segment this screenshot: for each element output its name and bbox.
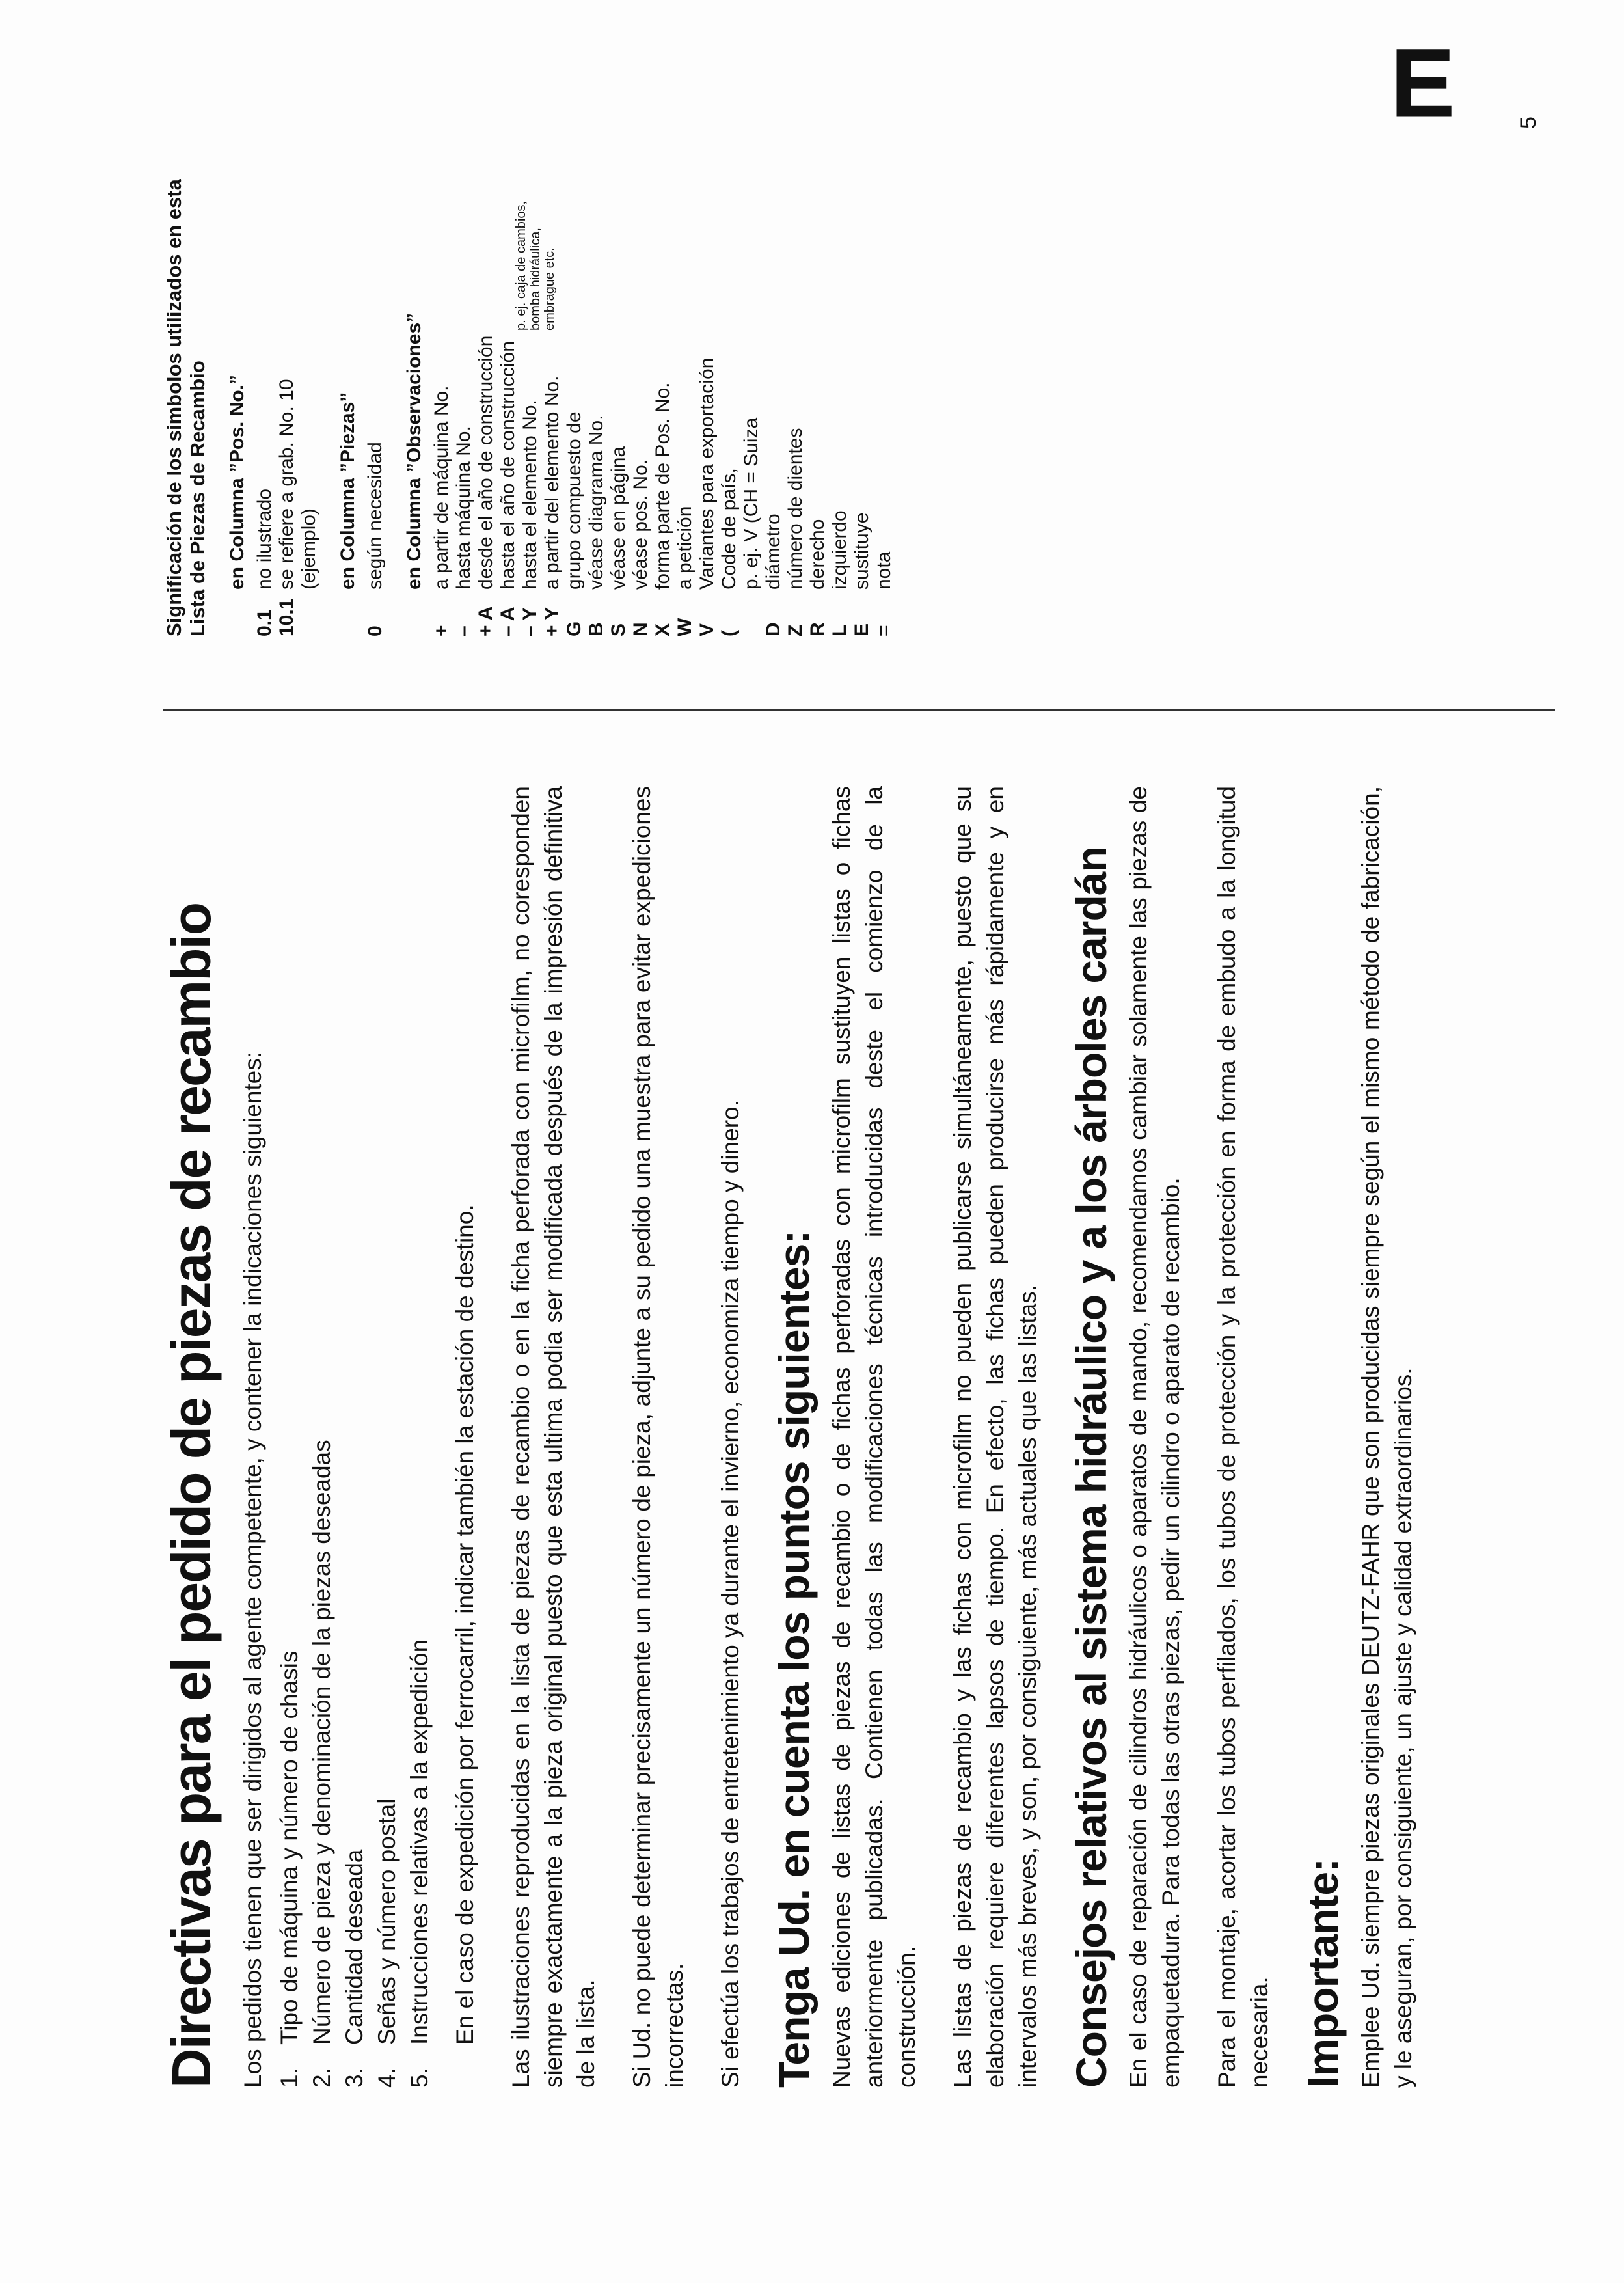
legend-description: derecho [807,519,828,590]
legend-description: se refiere a grab. No. 10 [276,379,297,590]
list-item-number: 1. [276,2068,303,2088]
legend-symbol: + Y [541,607,563,636]
section-heading-points: Tenga Ud. en cuenta los puntos siguientes: [770,1230,819,2088]
legend-symbol [298,590,320,636]
legend-row [785,142,807,636]
legend-symbol: N [630,622,651,636]
section-heading-important: Importante: [1299,1859,1347,2088]
legend-row [740,142,763,636]
legend-col-piezas: en Columna ”Piezas” [337,392,359,590]
legend-symbol: – A [497,607,519,636]
legend-description: a partir del elemento No. [541,376,563,590]
list-item-text: Tipo de máquina y número de chasis [276,1650,303,2045]
legend-row [851,142,873,636]
legend-symbol: D [763,622,784,636]
list-item-number: 4. [373,2068,401,2088]
list-item-number: 3. [341,2068,368,2088]
legend-col-obs: en Columna ”Observaciones” [403,312,425,590]
legend-description: según necesidad [364,442,386,590]
list-item-text: Número de pieza y denominación de la piezas deseadas [308,1440,336,2045]
legend-description: sustituye [851,512,873,590]
legend-description: diámetro [763,513,784,590]
legend-row [608,142,630,636]
element-examples-note [514,201,557,331]
assembly-paragraph: Para el montaje, acortar los tubos perfilados, los tubos de protección y la protección en forma de embudo a la longitud necesaria. [1213,786,1273,2088]
legend-symbol: ( [718,630,740,636]
order-requirements-list [273,786,436,2088]
list-item [338,786,371,2088]
legend-description: no ilustrado [254,488,275,590]
legend-row [563,142,586,636]
note-line: bomba hidráulica, [528,228,543,331]
hydraulic-paragraph: En el caso de reparación de cilindros hidráulicos o aparatos de mando, recomendamos cambiar solamente las piezas de empaquetadura. Para todas las otras piezas, pedir un cilindro o aparato de recambio. [1125,786,1185,2088]
language-letter: E [1390,28,1455,138]
legend-description: Code de país, [718,468,740,590]
section-heading-hydraulic: Consejos relativos al sistema hidráulico y a los árboles cardán [1066,847,1115,2088]
illustrations-paragraph: Las ilustraciones reproducidas en la lista de piezas de recambio o en la ficha perforada con microfilm, no coresponden siempre exactamente a la pieza original puesto que esta ultima podia ser modificada después de la impresión definitiva de la lista. [508,786,600,2088]
page-title: Directivas para el pedido de piezas de recambio [161,903,222,2088]
list-item-number: 5. [406,2068,433,2088]
list-item-text: Instrucciones relativas a la expedición [406,1639,433,2045]
list-note: En el caso de expedición por ferrocarril, indicar también la estación de destino. [452,1204,479,2045]
legend-row [873,142,895,636]
list-item [403,786,436,2088]
legend-symbol: = [873,625,895,636]
legend-description: Variantes para exportación [696,357,718,590]
legend-symbol: X [652,623,673,636]
legend-description: nota [873,551,895,590]
legend-symbol: E [851,623,873,636]
legend-pos-rows [254,142,320,636]
legend-description: hasta máquina No. [453,426,474,590]
legend-row [364,142,386,636]
sample-paragraph: Si Ud. no puede determinar precisamente un número de pieza, adjunte a su pedido una muestra para evitar expediciones incorrectas. [629,786,688,2088]
winter-paragraph: Si efectúa los trabajos de entretenimiento ya durante el invierno, economiza tiempo y dinero. [717,1100,744,2088]
legend-description: (ejemplo) [298,508,319,590]
legend-row [431,142,453,636]
legend-description: véase diagrama No. [586,415,607,590]
legend-symbol: L [829,624,850,636]
legend-obs-rows [431,142,895,636]
legend-symbol: B [586,622,607,636]
legend-row [630,142,652,636]
important-paragraph: Emplee Ud. siempre piezas originales DEUTZ-FAHR que son producidas siempre según el mismo método de fabricación, y le aseguran, por consiguiente, un ajuste y calidad extraordinarios. [1357,786,1416,2088]
main-column [163,786,1443,2088]
legend-symbol: S [608,623,629,636]
legend-symbol: G [563,621,585,636]
legend-row [276,142,298,636]
legend-symbol: 0 [364,625,386,636]
legend-symbol: 0.1 [254,609,275,636]
legend-description: a petición [674,506,696,590]
legend-row [674,142,696,636]
legend-row [807,142,829,636]
legend-row [586,142,608,636]
list-item-text: Señas y número postal [373,1798,401,2045]
list-item [273,786,306,2088]
editions-paragraph: Nuevas ediciones de listas de piezas de recambio o de fichas perforadas con microfilm sustituyen listas o fichas anteriormente publicadas. Contienen todas las modificaciones técnicas introducidas deste el comienzo de la construcción. [828,786,920,2088]
microfilm-paragraph: Las listas de piezas de recambio y las fichas con microfilm no pueden publicarse simultáneamente, puesto que su elaboración requiere diferentes lapsos de tiempo. En efecto, las fichas pueden producirse más rápidamente y en intervalos más breves, y son, por consiguiente, más actuales que las listas. [949,786,1041,2088]
legend-row [652,142,674,636]
legend-heading: Significación de los simbolos utilizados en esta Lista de Piezas de Recambio [163,179,209,636]
legend-description: véase en página [608,446,629,590]
legend-row [829,142,851,636]
list-item [306,786,338,2088]
legend-description: hasta el elemento No. [519,400,541,590]
legend-description: a partir de máquina No. [431,385,452,590]
list-item-number: 2. [308,2068,336,2088]
legend-symbol: 10.1 [276,598,297,636]
legend-description: número de dientes [785,428,806,590]
legend-row [475,142,497,636]
legend-symbol: V [696,623,718,636]
legend-symbol [740,590,763,636]
legend-row [298,142,320,636]
legend-column [163,142,895,636]
column-divider [163,709,1555,711]
legend-description: p. ej. V (CH = Suiza [740,417,762,590]
legend-description: véase pos. No. [630,459,651,590]
legend-symbol: R [807,622,828,636]
list-item-text: Cantidad deseada [341,1849,368,2045]
legend-description: desde el año de construcción [475,335,496,590]
legend-description: hasta el año de construcción [497,341,519,590]
note-line: embrague etc. [543,247,557,331]
intro-text: Los pedidos tienen que ser dirigidos al agente competente, y contener la indicaciones siguientes: [239,1051,267,2088]
legend-row [763,142,785,636]
legend-row [254,142,276,636]
legend-row [453,142,475,636]
page-number: 5 [1516,116,1541,129]
list-item [371,786,403,2088]
legend-symbol: + A [475,606,496,636]
legend-description: grupo compuesto de [563,411,585,590]
legend-piezas-rows [364,142,386,636]
legend-col-pos: en Columna ”Pos. No.” [226,374,248,590]
note-line: p. ej. caja de cambios, [514,201,528,331]
legend-description: forma parte de Pos. No. [652,382,673,590]
legend-symbol: + [431,625,452,636]
legend-symbol: – [453,625,474,636]
legend-symbol: – Y [519,607,541,636]
legend-symbol: Z [785,624,806,636]
legend-symbol: W [674,618,696,636]
legend-description: izquierdo [829,510,850,590]
legend-row [718,142,740,636]
legend-row [696,142,718,636]
